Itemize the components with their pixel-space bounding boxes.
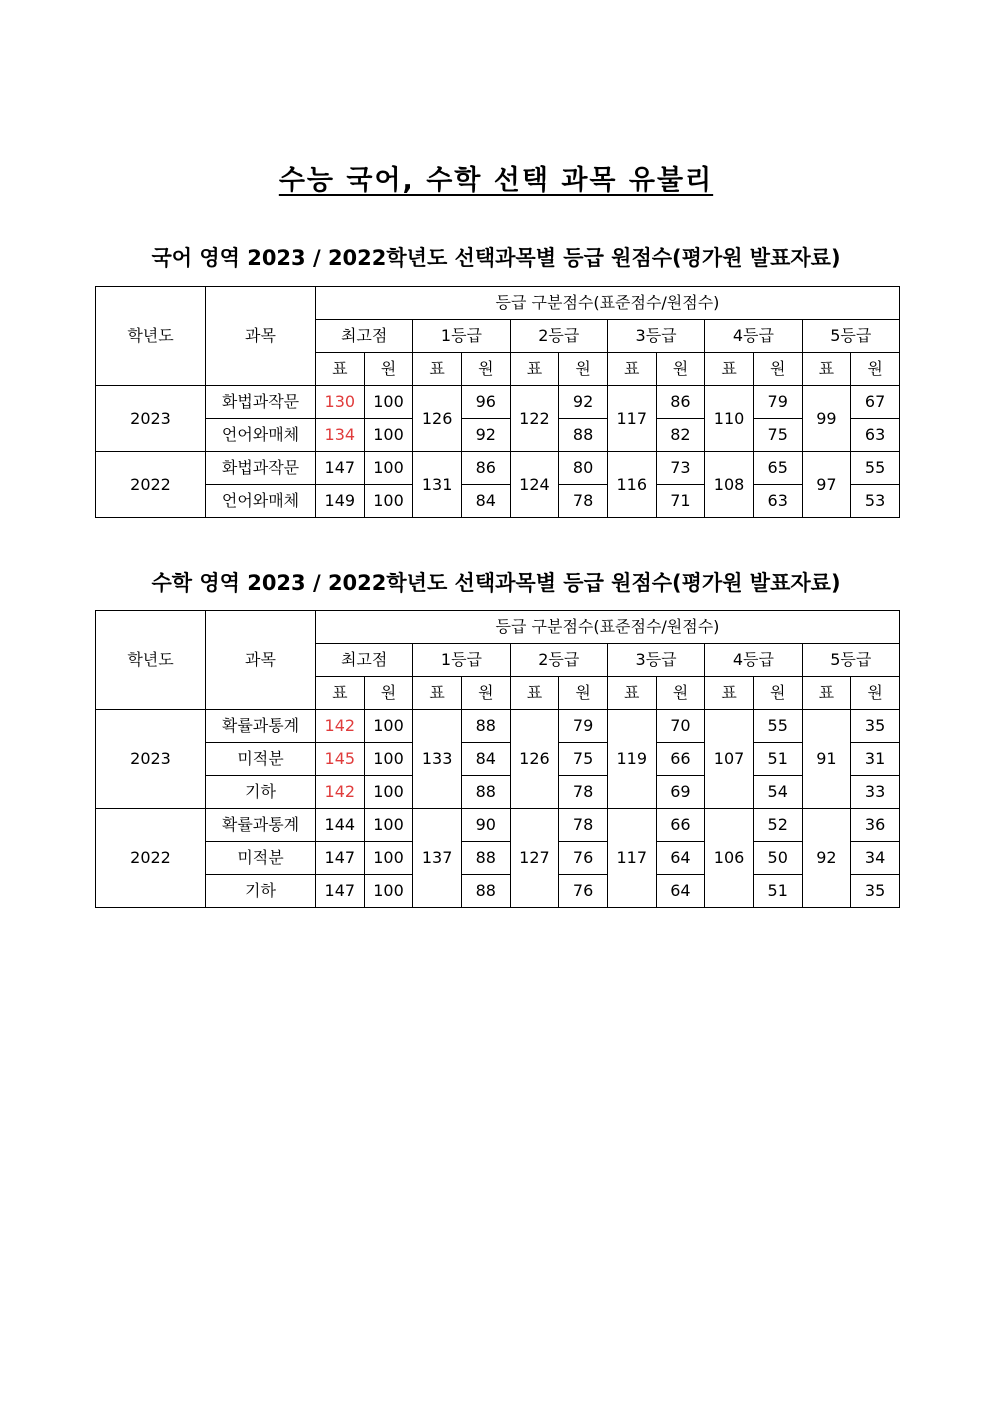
top-std-cell: 147 xyxy=(316,875,365,908)
grade-std-cell: 133 xyxy=(413,710,462,809)
grade-raw-cell: 63 xyxy=(851,419,900,452)
korean-section-title: 국어 영역 2023 / 2022학년도 선택과목별 등급 원점수(평가원 발표자료) xyxy=(151,246,841,270)
std-score-header: 표 xyxy=(316,677,365,710)
grade-raw-cell: 73 xyxy=(656,452,705,485)
korean-grade-table xyxy=(95,286,900,518)
subject-cell: 미적분 xyxy=(206,743,316,776)
grade-raw-cell: 70 xyxy=(656,710,705,743)
grade-header: 1등급 xyxy=(413,644,510,677)
grade-std-cell: 106 xyxy=(705,809,754,908)
std-score-header: 표 xyxy=(316,353,365,386)
raw-score-header: 원 xyxy=(851,353,900,386)
grade-raw-cell: 88 xyxy=(461,710,510,743)
document-title-text: 수능 국어, 수학 선택 과목 유불리 xyxy=(278,165,714,196)
grade-raw-cell: 63 xyxy=(753,485,802,518)
grade-std-cell: 122 xyxy=(510,386,559,452)
math-grade-table xyxy=(95,610,900,908)
grade-raw-cell: 55 xyxy=(753,710,802,743)
grade-header: 최고점 xyxy=(316,644,413,677)
header-row xyxy=(96,611,900,644)
grade-raw-cell: 90 xyxy=(461,809,510,842)
top-raw-cell: 100 xyxy=(364,743,413,776)
grade-std-cell: 97 xyxy=(802,452,851,518)
grade-raw-cell: 66 xyxy=(656,809,705,842)
grade-raw-cell: 76 xyxy=(559,842,608,875)
grade-raw-cell: 71 xyxy=(656,485,705,518)
top-raw-cell: 100 xyxy=(364,875,413,908)
top-raw-cell: 100 xyxy=(364,710,413,743)
table-row xyxy=(96,710,900,743)
grade-raw-cell: 96 xyxy=(461,386,510,419)
top-std-cell: 130 xyxy=(316,386,365,419)
grade-header: 2등급 xyxy=(510,320,607,353)
subject-cell: 미적분 xyxy=(206,842,316,875)
subject-cell: 화법과작문 xyxy=(206,386,316,419)
grade-header: 최고점 xyxy=(316,320,413,353)
grade-header: 4등급 xyxy=(705,644,802,677)
grade-raw-cell: 67 xyxy=(851,386,900,419)
grade-raw-cell: 76 xyxy=(559,875,608,908)
raw-score-header: 원 xyxy=(461,677,510,710)
year-cell: 2022 xyxy=(96,452,206,518)
std-score-header: 표 xyxy=(705,677,754,710)
raw-score-header: 원 xyxy=(656,353,705,386)
top-raw-cell: 100 xyxy=(364,809,413,842)
grade-raw-cell: 78 xyxy=(559,485,608,518)
top-raw-cell: 100 xyxy=(364,452,413,485)
math-section-title: 수학 영역 2023 / 2022학년도 선택과목별 등급 원점수(평가원 발표자료) xyxy=(151,571,841,595)
grade-raw-cell: 78 xyxy=(559,776,608,809)
top-std-cell: 144 xyxy=(316,809,365,842)
std-score-header: 표 xyxy=(413,677,462,710)
grade-std-cell: 127 xyxy=(510,809,559,908)
top-raw-cell: 100 xyxy=(364,386,413,419)
top-std-cell: 142 xyxy=(316,776,365,809)
grade-raw-cell: 50 xyxy=(753,842,802,875)
grade-raw-cell: 34 xyxy=(851,842,900,875)
grade-std-cell: 117 xyxy=(607,809,656,908)
grade-header: 4등급 xyxy=(705,320,802,353)
subject-cell: 언어와매체 xyxy=(206,485,316,518)
raw-score-header: 원 xyxy=(559,353,608,386)
raw-score-header: 원 xyxy=(461,353,510,386)
raw-score-header: 원 xyxy=(656,677,705,710)
grade-raw-cell: 88 xyxy=(461,875,510,908)
grade-std-cell: 117 xyxy=(607,386,656,452)
grade-raw-cell: 78 xyxy=(559,809,608,842)
grade-std-cell: 126 xyxy=(510,710,559,809)
table-row xyxy=(96,485,900,518)
grade-raw-cell: 33 xyxy=(851,776,900,809)
subject-cell: 확률과통계 xyxy=(206,710,316,743)
grade-header: 5등급 xyxy=(802,644,899,677)
subject-cell: 화법과작문 xyxy=(206,452,316,485)
std-score-header: 표 xyxy=(802,353,851,386)
top-std-cell: 147 xyxy=(316,452,365,485)
std-score-header: 표 xyxy=(607,677,656,710)
subject-header: 과목 xyxy=(206,287,316,386)
std-score-header: 표 xyxy=(413,353,462,386)
top-raw-cell: 100 xyxy=(364,485,413,518)
header-row xyxy=(96,287,900,320)
subject-cell: 언어와매체 xyxy=(206,419,316,452)
table-row xyxy=(96,776,900,809)
grade-raw-cell: 79 xyxy=(559,710,608,743)
grade-std-cell: 107 xyxy=(705,710,754,809)
raw-score-header: 원 xyxy=(364,677,413,710)
table-row xyxy=(96,875,900,908)
subject-cell: 확률과통계 xyxy=(206,809,316,842)
grade-raw-cell: 79 xyxy=(753,386,802,419)
grade-raw-cell: 35 xyxy=(851,875,900,908)
document-title xyxy=(0,158,992,197)
grade-raw-cell: 31 xyxy=(851,743,900,776)
grade-raw-cell: 75 xyxy=(559,743,608,776)
top-std-cell: 134 xyxy=(316,419,365,452)
grade-raw-cell: 82 xyxy=(656,419,705,452)
grade-raw-cell: 55 xyxy=(851,452,900,485)
grade-raw-cell: 84 xyxy=(461,743,510,776)
grade-header: 3등급 xyxy=(607,644,704,677)
grade-std-cell: 137 xyxy=(413,809,462,908)
grade-std-cell: 116 xyxy=(607,452,656,518)
year-header: 학년도 xyxy=(96,287,206,386)
year-cell: 2023 xyxy=(96,710,206,809)
grade-std-cell: 108 xyxy=(705,452,754,518)
raw-score-header: 원 xyxy=(753,353,802,386)
grade-raw-cell: 80 xyxy=(559,452,608,485)
table-row xyxy=(96,743,900,776)
grade-raw-cell: 86 xyxy=(656,386,705,419)
table-row xyxy=(96,419,900,452)
grade-raw-cell: 36 xyxy=(851,809,900,842)
subject-cell: 기하 xyxy=(206,875,316,908)
subject-cell: 기하 xyxy=(206,776,316,809)
top-std-cell: 147 xyxy=(316,842,365,875)
top-raw-cell: 100 xyxy=(364,419,413,452)
grade-raw-cell: 88 xyxy=(461,776,510,809)
grade-raw-cell: 53 xyxy=(851,485,900,518)
raw-score-header: 원 xyxy=(364,353,413,386)
grade-raw-cell: 65 xyxy=(753,452,802,485)
grade-raw-cell: 35 xyxy=(851,710,900,743)
grade-std-cell: 92 xyxy=(802,809,851,908)
grade-raw-cell: 66 xyxy=(656,743,705,776)
grade-header: 2등급 xyxy=(510,644,607,677)
grade-std-cell: 119 xyxy=(607,710,656,809)
raw-score-header: 원 xyxy=(753,677,802,710)
grade-raw-cell: 64 xyxy=(656,842,705,875)
table-row xyxy=(96,452,900,485)
raw-score-header: 원 xyxy=(851,677,900,710)
top-raw-cell: 100 xyxy=(364,842,413,875)
grade-raw-cell: 92 xyxy=(559,386,608,419)
std-score-header: 표 xyxy=(510,353,559,386)
grade-raw-cell: 84 xyxy=(461,485,510,518)
grade-raw-cell: 51 xyxy=(753,875,802,908)
subject-header: 과목 xyxy=(206,611,316,710)
grade-raw-cell: 64 xyxy=(656,875,705,908)
grade-raw-cell: 69 xyxy=(656,776,705,809)
std-score-header: 표 xyxy=(802,677,851,710)
std-score-header: 표 xyxy=(607,353,656,386)
raw-score-header: 원 xyxy=(559,677,608,710)
grade-std-cell: 99 xyxy=(802,386,851,452)
table-row xyxy=(96,809,900,842)
score-group-header: 등급 구분점수(표준점수/원점수) xyxy=(316,611,900,644)
std-score-header: 표 xyxy=(705,353,754,386)
top-std-cell: 149 xyxy=(316,485,365,518)
grade-raw-cell: 86 xyxy=(461,452,510,485)
grade-raw-cell: 54 xyxy=(753,776,802,809)
grade-raw-cell: 51 xyxy=(753,743,802,776)
grade-raw-cell: 75 xyxy=(753,419,802,452)
grade-std-cell: 124 xyxy=(510,452,559,518)
year-header: 학년도 xyxy=(96,611,206,710)
grade-raw-cell: 88 xyxy=(559,419,608,452)
table-row xyxy=(96,386,900,419)
grade-std-cell: 126 xyxy=(413,386,462,452)
score-group-header: 등급 구분점수(표준점수/원점수) xyxy=(316,287,900,320)
grade-header: 1등급 xyxy=(413,320,510,353)
grade-std-cell: 131 xyxy=(413,452,462,518)
top-std-cell: 142 xyxy=(316,710,365,743)
grade-header: 5등급 xyxy=(802,320,899,353)
grade-raw-cell: 88 xyxy=(461,842,510,875)
top-std-cell: 145 xyxy=(316,743,365,776)
grade-std-cell: 91 xyxy=(802,710,851,809)
std-score-header: 표 xyxy=(510,677,559,710)
year-cell: 2022 xyxy=(96,809,206,908)
year-cell: 2023 xyxy=(96,386,206,452)
grade-raw-cell: 52 xyxy=(753,809,802,842)
grade-std-cell: 110 xyxy=(705,386,754,452)
table-row xyxy=(96,842,900,875)
top-raw-cell: 100 xyxy=(364,776,413,809)
grade-header: 3등급 xyxy=(607,320,704,353)
grade-raw-cell: 92 xyxy=(461,419,510,452)
